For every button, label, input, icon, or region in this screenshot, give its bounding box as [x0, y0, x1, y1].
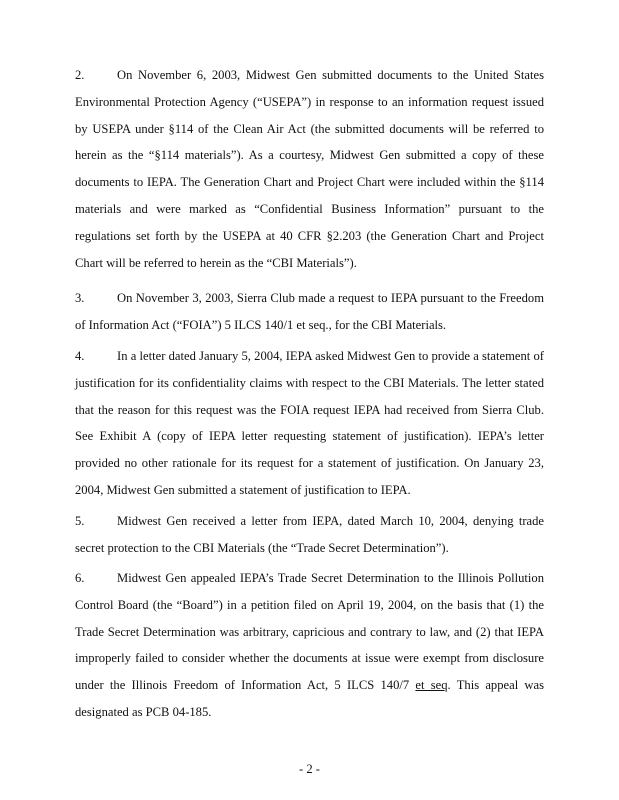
- paragraph-text: Midwest Gen received a letter from IEPA, dated March 10, 2004, denying trade secret protection to the CBI Materials (the “Trade Secret Determination”).: [75, 514, 544, 555]
- paragraph-text-end: . This appeal was designated as PCB 04-185.: [75, 678, 545, 719]
- paragraph-number: 4.: [75, 349, 85, 363]
- paragraph-number: 5.: [75, 514, 85, 528]
- paragraph-4: [75, 343, 544, 504]
- page-number: - 2 -: [299, 762, 320, 776]
- paragraph-3: [75, 285, 544, 339]
- paragraph-text: In a letter dated January 5, 2004, IEPA asked Midwest Gen to provide a statement of justification for its confidentiality claims with respect to the CBI Materials. The letter stated that the reason for this request was the FOIA request IEPA had received from Sierra Club. See Exhibit A (copy of IEPA letter requesting statement of justification). IEPA’s letter provided no other rationale for its request for a statement of justification. On January 23, 2004, Midwest Gen submitted a statement of justification to IEPA.: [75, 349, 544, 497]
- paragraph-2: [75, 62, 544, 276]
- paragraph-number: 6.: [75, 571, 85, 585]
- et-seq-underlined: et seq: [415, 678, 448, 693]
- paragraph-5: [75, 508, 544, 562]
- paragraph-text: On November 6, 2003, Midwest Gen submitted documents to the United States Environmental Protection Agency (“USEPA”) in response to an information request issued by USEPA under §114 of the Clean Air Act (the submitted documents will be referred to herein as the “§114 materials”). As a courtesy, Midwest Gen submitted a copy of these documents to IEPA. The Generation Chart and Project Chart were included within the §114 materials and were marked as “Confidential Business Information” pursuant to the regulations set forth by the USEPA at 40 CFR §2.203 (the Generation Chart and Project Chart will be referred to herein as the “CBI Materials”).: [75, 68, 544, 270]
- paragraph-text: On November 3, 2003, Sierra Club made a request to IEPA pursuant to the Freedom of Information Act (“FOIA”) 5 ILCS 140/1 et seq., for the CBI Materials.: [75, 291, 544, 332]
- paragraph-text: Midwest Gen appealed IEPA’s Trade Secret Determination to the Illinois Pollution Control Board (the “Board”) in a petition filed on April 19, 2004, on the basis that (1) the Trade Secret Determination was arbitrary, capricious and contrary to law, and (2) that IEPA improperly failed to consider whether the documents at issue were exempt from disclosure under the Illinois Freedom of Information Act, 5 ILCS 140/7: [75, 571, 544, 693]
- paragraph-6: [75, 565, 544, 726]
- paragraph-number: 2.: [75, 68, 85, 82]
- paragraph-number: 3.: [75, 291, 85, 305]
